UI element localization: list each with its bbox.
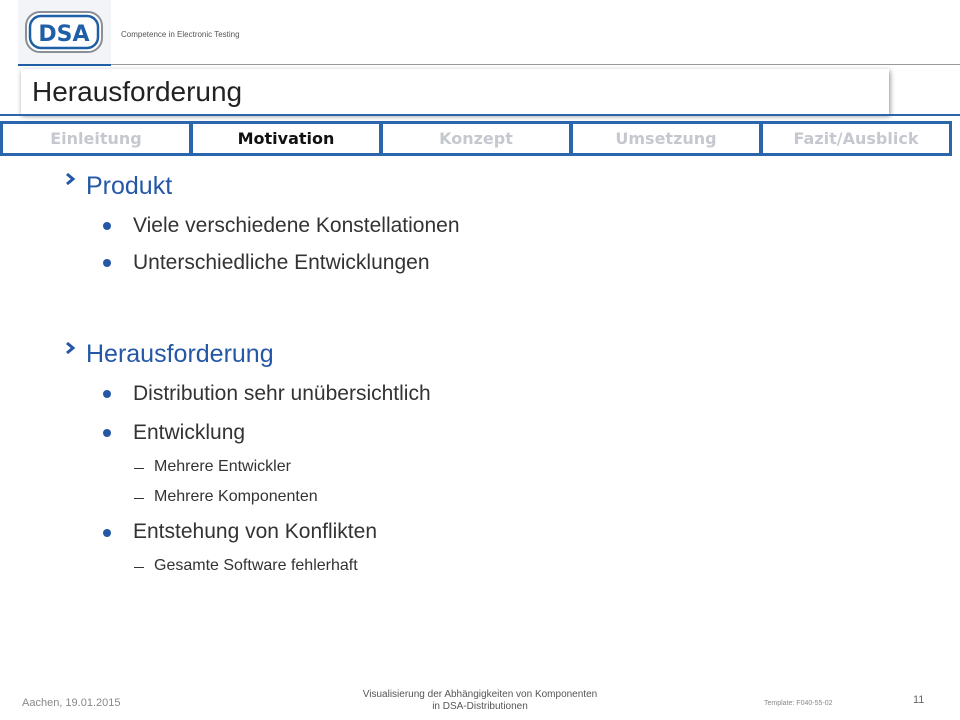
tab-umsetzung[interactable]: Umsetzung — [570, 121, 762, 156]
dash-icon — [134, 567, 144, 568]
footer-location-date: Aachen, 19.01.2015 — [22, 697, 121, 709]
bullet-dot-icon — [103, 390, 111, 398]
chevron-right-icon — [64, 172, 76, 186]
page-number: 11 — [913, 694, 925, 706]
bullet-item: Viele verschiedene Konstellationen — [133, 214, 460, 237]
bullet-dot-icon — [103, 259, 111, 267]
dash-icon — [134, 498, 144, 499]
footer-title-line-2: in DSA-Distributionen — [432, 701, 528, 712]
bullet-item: Unterschiedliche Entwicklungen — [133, 251, 430, 274]
dash-icon — [134, 468, 144, 469]
bullet-item: Entstehung von Konflikten — [133, 520, 378, 543]
section-heading-herausforderung: Herausforderung — [86, 340, 274, 368]
sub-bullet-item: Mehrere Entwickler — [154, 458, 291, 475]
sub-bullet-item: Gesamte Software fehlerhaft — [154, 557, 358, 574]
bullet-item: Distribution sehr unübersichtlich — [133, 382, 431, 405]
page-title: Herausforderung — [32, 76, 243, 107]
footer-template-id: Template: F040-55-02 — [764, 700, 833, 707]
bullet-dot-icon — [103, 222, 111, 230]
sub-bullet-item: Mehrere Komponenten — [154, 488, 318, 505]
logo-text: DSA — [38, 22, 90, 47]
tab-fazit-ausblick[interactable]: Fazit/Ausblick — [760, 121, 952, 156]
footer-title — [330, 689, 630, 713]
section-heading-produkt: Produkt — [86, 172, 173, 200]
chevron-right-icon — [64, 341, 76, 355]
footer-title-line-1: Visualisierung der Abhängigkeiten von Komponenten — [362, 689, 598, 700]
tab-motivation[interactable]: Motivation — [190, 121, 382, 156]
bullet-dot-icon — [103, 529, 111, 537]
company-tagline: Competence in Electronic Testing — [121, 30, 240, 39]
bullet-item: Entwicklung — [133, 421, 246, 444]
tab-konzept[interactable]: Konzept — [380, 121, 572, 156]
bullet-dot-icon — [103, 429, 111, 437]
tab-einleitung[interactable]: Einleitung — [0, 121, 192, 156]
